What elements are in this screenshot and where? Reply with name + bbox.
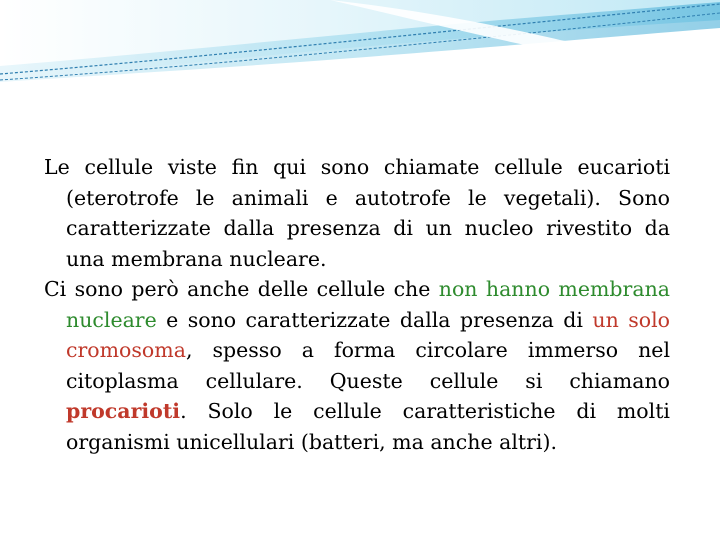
highlight-no-membrane: non hanno membrana nucleare [66,277,670,332]
slide-body [44,152,670,457]
text-segment: e sono caratterizzate dalla presenza di [156,307,593,332]
text-segment: , spesso a forma circolare immerso nel citoplasma cellulare. Queste cellule si chiamano [66,338,670,393]
paragraph-eukaryotes: Le cellule viste fin qui sono chiamate cellule eucarioti (eterotrofe le animali e autotrofe le vegetali). Sono caratterizzate dalla presenza di un nucleo rivestito da una membrana nucleare. [44,155,670,271]
text-segment: . Solo le cellule caratteristiche di molti organismi unicellulari (batteri, ma anche altri). [66,399,670,454]
text-segment: Ci sono però anche delle cellule che [44,277,439,301]
highlight-single-chromosome: un solo cromosoma [66,307,670,362]
highlight-prokaryotes: procarioti [66,399,181,423]
slide-title: Cellule procariote [42,101,323,142]
header-wave-banner [0,0,720,90]
paragraph-prokaryotes [44,274,670,457]
